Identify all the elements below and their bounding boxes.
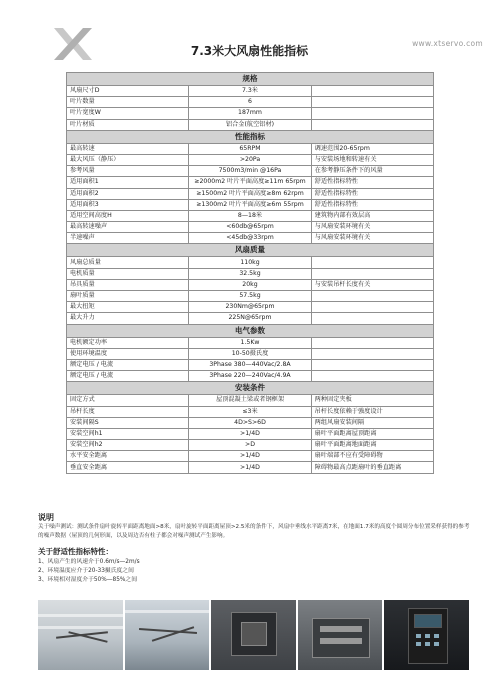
page-title: 7.3米大风扇性能指标 [190,44,309,58]
table-row [67,451,434,462]
spec-param: 使用环境温度 [67,348,189,359]
spec-value: 7500m3/min @16Pa [189,166,311,177]
spec-param: 电机额定功率 [67,337,189,348]
spec-remark [311,108,433,119]
spec-value: 230Nm@65rpm [189,302,311,313]
spec-value: 10-50摄氏度 [189,348,311,359]
table-row [67,177,434,188]
table-row [67,210,434,221]
motor-closeup-photo [211,600,296,670]
table-row [67,371,434,382]
table-row [67,359,434,370]
photo-strip [38,600,469,670]
spec-param: 叶片材质 [67,119,189,130]
spec-param: 额定电压 / 电流 [67,359,189,370]
spec-param: 适用面积3 [67,199,189,210]
table-row [67,291,434,302]
table-row [67,188,434,199]
section-header [67,382,434,395]
spec-remark: 在参考静压条件下的风量 [311,166,433,177]
spec-remark: 建筑物内部有效层高 [311,210,433,221]
section-header [67,130,434,143]
table-row [67,199,434,210]
table-row [67,417,434,428]
table-row [67,302,434,313]
spec-value: 铝合金(航空铝材) [189,119,311,130]
spec-value: 屋顶混凝土梁或者钢框架 [189,395,311,406]
spec-param: 最高转速噪声 [67,222,189,233]
table-row [67,462,434,473]
spec-param: 适用面积2 [67,188,189,199]
section-title: 风扇质量 [67,244,434,257]
spec-value: >1/4D [189,462,311,473]
spec-value: ≥2000m2 叶片平面高度≥11m 65rpm [189,177,311,188]
spec-param: 最大扭矩 [67,302,189,313]
spec-param: 电机质量 [67,268,189,279]
spec-value: 57.5kg [189,291,311,302]
spec-remark [311,302,433,313]
table-row [67,233,434,244]
spec-param: 适用空间高度H [67,210,189,221]
spec-remark: 障碍物最高点距扇叶的垂直距离 [311,462,433,473]
spec-param: 水平安全距离 [67,451,189,462]
spec-value: 6 [189,97,311,108]
table-row [67,395,434,406]
spec-remark [311,291,433,302]
website-url: www.xtservo.com [412,39,483,48]
spec-remark [311,337,433,348]
section-title: 电气参数 [67,324,434,337]
table-row [67,268,434,279]
factory-fan-photo [125,600,210,670]
spec-value: >1/4D [189,428,311,439]
spec-remark: 调速范围20-65rpm [311,143,433,154]
spec-remark [311,268,433,279]
spec-remark: 与风扇安装环境有关 [311,222,433,233]
spec-value: 32.5kg [189,268,311,279]
spec-param: 安装间隔S [67,417,189,428]
spec-param: 叶片宽度W [67,108,189,119]
table-row [67,108,434,119]
table-row [67,222,434,233]
spec-value: 1.5Kw [189,337,311,348]
spec-value: 4D>S>6D [189,417,311,428]
spec-value: <60db@65rpm [189,222,311,233]
spec-param: 安装空间h2 [67,440,189,451]
spec-param: 半速噪声 [67,233,189,244]
spec-remark [311,348,433,359]
spec-param: 最大风压（静压） [67,154,189,165]
spec-remark [311,119,433,130]
spec-param: 风扇尺寸D [67,86,189,97]
spec-value: >D [189,440,311,451]
spec-remark [311,313,433,324]
spec-remark [311,371,433,382]
spec-value: 20kg [189,279,311,290]
spec-value: 8—18米 [189,210,311,221]
spec-param: 扇叶质量 [67,291,189,302]
spec-param: 最高转速 [67,143,189,154]
section-header [67,244,434,257]
spec-value: ≤3米 [189,406,311,417]
table-row [67,86,434,97]
spec-param: 额定电压 / 电流 [67,371,189,382]
table-row [67,348,434,359]
spec-param: 吊具质量 [67,279,189,290]
spec-value: 187mm [189,108,311,119]
table-row [67,440,434,451]
table-row [67,279,434,290]
spec-remark: 舒适性指标特性 [311,188,433,199]
spec-remark: 扇叶端部不应有受障碍物 [311,451,433,462]
spec-param: 安装空间h1 [67,428,189,439]
spec-param: 垂直安全距离 [67,462,189,473]
spec-value: ≥1300m2 叶片平面高度≥6m 55rpm [189,199,311,210]
spec-value: 110kg [189,257,311,268]
spec-remark: 两种固定夹板 [311,395,433,406]
spec-value: >1/4D [189,451,311,462]
table-row [67,313,434,324]
spec-value: 225N@65rpm [189,313,311,324]
table-row [67,119,434,130]
comfort-heading: 关于舒适性指标特性： [38,547,113,556]
warehouse-fan-photo [38,600,123,670]
comfort-item: 1、风扇产生的风速介于0.6m/s—2m/s [38,559,140,565]
spec-param: 最大升力 [67,313,189,324]
section-header [67,73,434,86]
section-title: 性能指标 [67,130,434,143]
spec-remark: 舒适性指标特性 [311,177,433,188]
spec-value: 65RPM [189,143,311,154]
spec-param: 固定方式 [67,395,189,406]
spec-remark: 舒适性指标特性 [311,199,433,210]
spec-value: 3Phase 220—240Vac/4.9A [189,371,311,382]
spec-value: >20Pa [189,154,311,165]
section-title: 安装条件 [67,382,434,395]
comfort-list [38,558,140,586]
table-row [67,257,434,268]
spec-param: 吊杆长度 [67,406,189,417]
table-row [67,166,434,177]
spec-remark: 与安装吊杆长度有关 [311,279,433,290]
table-row [67,97,434,108]
spec-remark: 与风扇安装环境有关 [311,233,433,244]
spec-param: 适用面积1 [67,177,189,188]
comfort-item: 3、环境相对湿度介于50%—85%之间 [38,577,138,584]
comfort-item: 2、环境温度应介于20-33摄氏度之间 [38,568,134,575]
spec-value: ≥1500m2 叶片平面高度≥8m 62rpm [189,188,311,199]
table-row [67,154,434,165]
motor-housing-photo [298,600,383,670]
spec-remark [311,97,433,108]
spec-remark [311,86,433,97]
table-row [67,406,434,417]
spec-param: 叶片数量 [67,97,189,108]
table-row [67,428,434,439]
spec-param: 参考风量 [67,166,189,177]
notes-heading: 说明 [38,513,54,522]
spec-remark: 两组风扇安装间隔 [311,417,433,428]
spec-remark [311,359,433,370]
spec-remark: 与安装场地和转速有关 [311,154,433,165]
notes-text: 关于噪声测试：测试条件扇叶旋转平面距离地面>8米，扇叶旋转平面距离屋顶>2.5米的条件下，风扇中垂线水平距离7米，在地面1.7米的高度个圆周分布位置采样获得的参考的噪声数据（屋顶的几何形面，以及周边否有柱子都会对噪声测试产生影响。 [38,524,470,539]
spec-remark: 扇叶平面距离屋顶距离 [311,428,433,439]
table-row [67,337,434,348]
spec-value: 3Phase 380—440Vac/2.8A [189,359,311,370]
table-row [67,143,434,154]
section-header [67,324,434,337]
section-title: 规格 [67,73,434,86]
spec-remark: 扇叶平面距离地面距离 [311,440,433,451]
spec-value: 7.3米 [189,86,311,97]
spec-remark [311,257,433,268]
spec-value: <45db@33rpm [189,233,311,244]
spec-table [66,72,434,474]
control-panel-photo [384,600,469,670]
spec-remark: 吊杆长度依赖于強度设计 [311,406,433,417]
spec-param: 风扇总质量 [67,257,189,268]
